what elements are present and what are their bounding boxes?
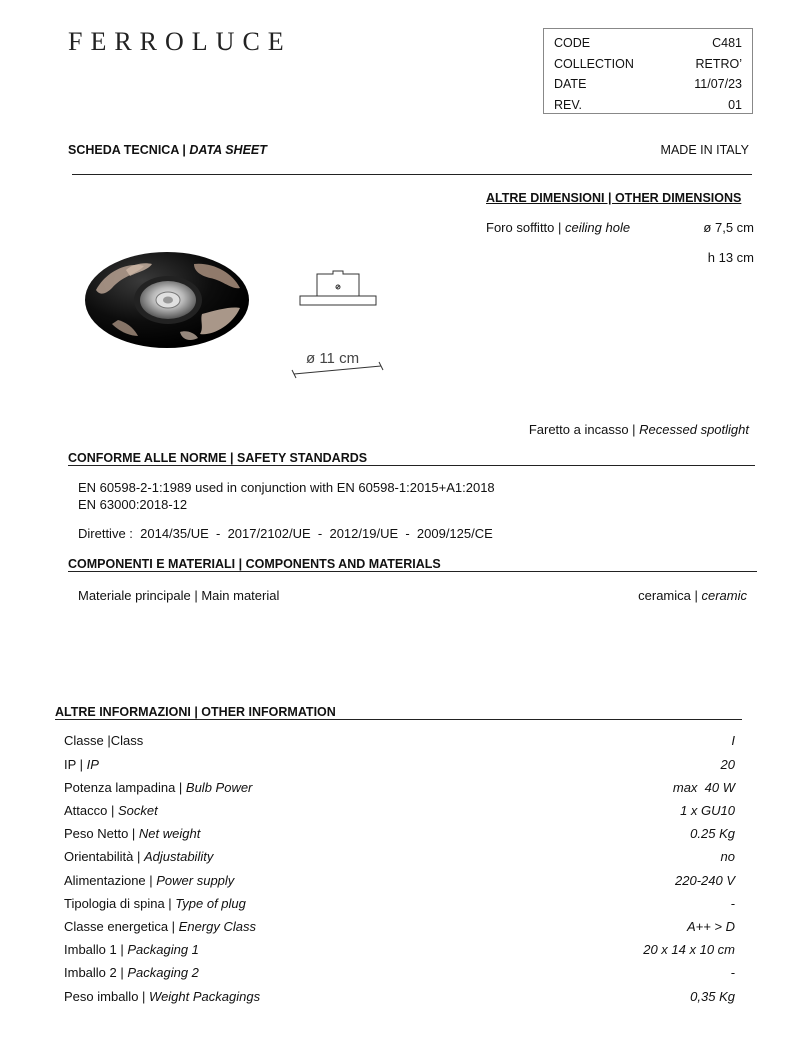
info-label-it: Alimentazione | [64,873,157,888]
materials-title: COMPONENTI E MATERIALI | COMPONENTS AND MATERIALS [68,557,441,571]
info-label [64,896,246,911]
ceiling-hole-label-en: ceiling hole [565,220,631,235]
info-label [64,849,213,864]
info-label-it: Classe energetica | [64,919,179,934]
dimensions-title: ALTRE DIMENSIONI | OTHER DIMENSIONS [486,191,742,205]
info-value: 20 [720,757,735,772]
safety-standard-1: EN 60598-2-1:1989 used in conjunction with EN 60598-1:2015+A1:2018 [78,480,495,495]
product-type [529,422,749,437]
info-value: - [730,965,735,980]
info-row-power-supply [64,873,735,888]
info-row-socket [64,803,735,818]
safety-standard-2: EN 63000:2018-12 [78,497,188,512]
info-label-it: Attacco | [64,803,118,818]
info-label [64,965,199,980]
date-label: DATE [554,77,587,91]
info-label [64,873,234,888]
info-row-weight-packagings [64,989,735,1004]
info-label-en: Packaging 1 [127,942,199,957]
info-label-en: Packaging 2 [127,965,199,980]
ceiling-hole-label [486,220,630,235]
info-row-net-weight [64,826,735,841]
other-info-divider [55,719,742,720]
collection-value: RETRO’ [695,56,742,71]
info-value: no [720,849,735,864]
info-label-it: IP | [64,757,87,772]
date-value: 11/07/23 [694,77,742,91]
main-material-value-en: ceramic [701,588,747,603]
other-info-title: ALTRE INFORMAZIONI | OTHER INFORMATION [55,705,336,719]
info-label-it: Imballo 1 | [64,942,128,957]
main-material-value-it: ceramica | [638,588,702,603]
info-row-type-of-plug [64,896,735,911]
date-row [554,74,742,95]
product-type-en: Recessed spotlight [639,422,749,437]
info-label-en: Adjustability [143,849,214,864]
info-label-en: Power supply [156,873,235,888]
materials-divider [68,571,757,572]
info-row-energy-class [64,919,735,934]
info-value: - [730,896,735,911]
info-row-packaging-2 [64,965,735,980]
main-material-value [638,588,747,603]
code-value: C481 [712,36,742,50]
ceiling-hole-value: ø 7,5 cm [703,220,754,235]
info-label-it: Peso imballo | [64,989,150,1004]
info-row-adjustability [64,849,735,864]
info-label [64,803,158,818]
info-value: 1 x GU10 [680,803,735,818]
brand-logo: FERROLUCE [68,27,292,56]
info-label [64,757,99,772]
info-value: 0.25 Kg [690,826,735,841]
info-label-it: Orientabilità | [64,849,144,864]
directives: Direttive : 2014/35/UE - 2017/2102/UE - 2012/19/UE - 2009/125/CE [78,526,493,541]
info-value: 220-240 V [675,873,735,888]
collection-row [554,54,742,75]
code-label: CODE [554,36,591,50]
info-row-ip [64,757,735,772]
info-label-en: Energy Class [178,919,256,934]
rev-row [554,95,742,116]
made-in-label: MADE IN ITALY [660,143,749,157]
rev-label: REV. [554,97,583,112]
info-label [64,989,260,1004]
info-label-en: Weight Packagings [149,989,261,1004]
info-row-bulb-power [64,780,735,795]
info-value: max 40 W [672,780,735,795]
ceiling-hole-label-it: Foro soffitto | [486,220,566,235]
info-value: 20 x 14 x 10 cm [643,942,735,957]
info-label [64,780,252,795]
code-box [543,28,753,114]
code-row [554,33,742,54]
sheet-title [68,143,267,157]
info-label-en: Net weight [138,826,201,841]
info-label-it: Classe |Class [64,733,144,748]
info-label-it: Peso Netto | [64,826,139,841]
sheet-title-it: SCHEDA TECNICA | [68,143,190,157]
info-label-en: Socket [117,803,158,818]
info-row-packaging-1 [64,942,735,957]
header-divider [72,174,752,175]
info-value: 0,35 Kg [690,989,735,1004]
info-value: A++ > D [686,919,735,934]
info-label-en: Bulb Power [185,780,253,795]
info-value: I [731,733,735,748]
info-label-en: IP [86,757,99,772]
info-label [64,942,199,957]
collection-label: COLLECTION [554,56,634,71]
safety-title: CONFORME ALLE NORME | SAFETY STANDARDS [68,451,368,465]
product-type-it: Faretto a incasso | [528,422,640,437]
sheet-title-en: DATA SHEET [189,143,267,157]
info-label-it: Imballo 2 | [64,965,128,980]
info-label-it: Potenza lampadina | [64,780,186,795]
info-label [64,919,256,934]
rev-value: 01 [728,97,742,112]
height-value: h 13 cm [707,250,754,265]
info-label [64,733,143,748]
safety-divider [68,465,755,466]
info-label-en: Type of plug [175,896,246,911]
main-material-label: Materiale principale | Main material [78,588,280,603]
drawing-diameter-label: ø 11 cm [306,350,360,367]
product-photo [82,248,252,352]
info-label [64,826,200,841]
info-row-class [64,733,735,748]
info-label-it: Tipologia di spina | [64,896,176,911]
